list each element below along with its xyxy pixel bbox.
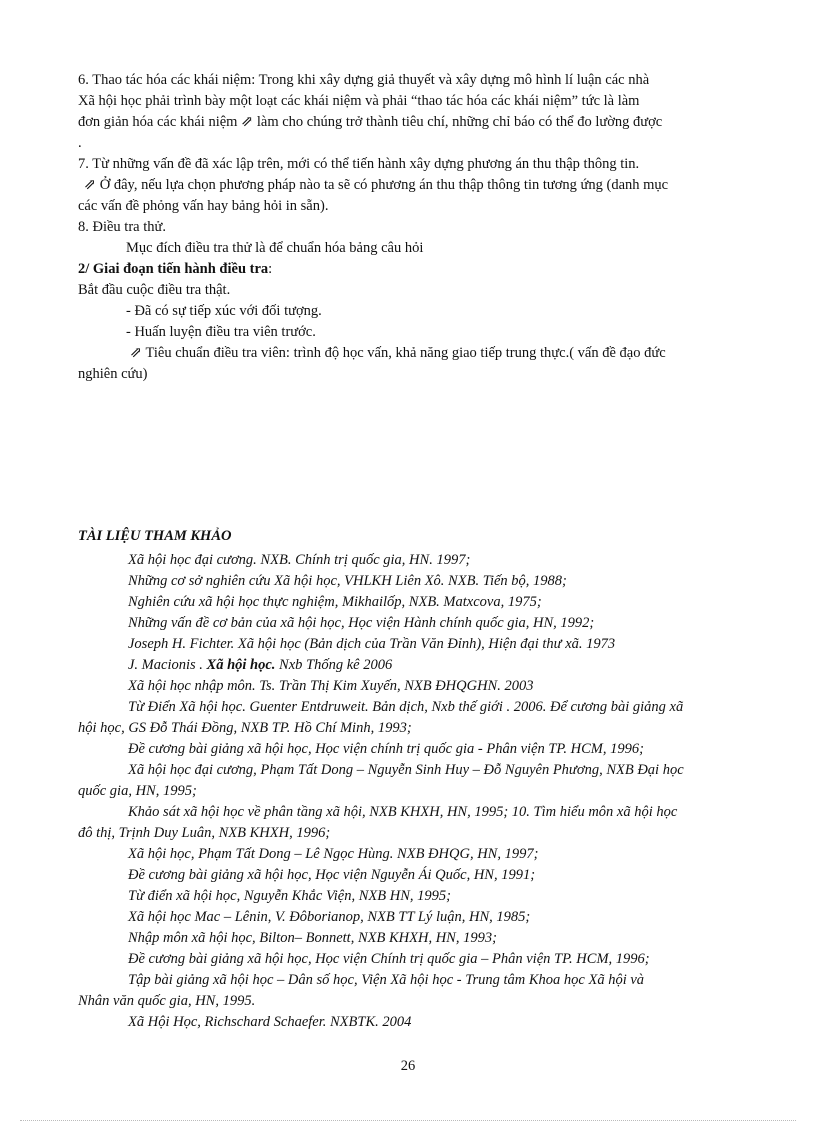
para-6-line: Xã hội học phải trình bày một loạt các khái niệm và phải “thao tác hóa các khái niệm” tức là làm [78, 93, 640, 109]
section-2-line: - Đã có sự tiếp xúc với đối tượng. [126, 303, 322, 319]
para-6-line: đơn giản hóa các khái niệm ⇗ làm cho chúng trở thành tiêu chí, những chỉ báo có thể đo lường được [78, 114, 663, 130]
para-7-line: ⇗ Ở đây, nếu lựa chọn phương pháp nào ta sẽ có phương án thu thập thông tin tương ứng (danh mục [84, 177, 669, 193]
para-8-line: Mục đích điều tra thử là để chuẩn hóa bảng câu hỏi [126, 240, 424, 256]
reference-item-continued: Nhân văn quốc gia, HN, 1995. [78, 993, 256, 1009]
section-2-heading [78, 259, 768, 280]
section-2-line: ⇗ Tiêu chuẩn điều tra viên: trình độ học vấn, khả năng giao tiếp trung thực.( vấn đề đạo đức [130, 345, 666, 361]
page-divider [20, 1120, 796, 1121]
para-6-line: . [78, 135, 82, 151]
reference-item-continued: hội học, GS Đỗ Thái Đồng, NXB TP. Hồ Chí Minh, 1993; [78, 720, 412, 736]
references-title: TÀI LIỆU THAM KHẢO [78, 528, 232, 544]
section-2-line: nghiên cứu) [78, 366, 148, 382]
reference-item: Xã hội học, Phạm Tất Dong – Lê Ngọc Hùng. NXB ĐHQG, HN, 1997; [128, 846, 539, 862]
reference-item: Khảo sát xã hội học về phân tầng xã hội, NXB KHXH, HN, 1995; 10. Tìm hiểu môn xã hội học [128, 804, 678, 820]
reference-item: Từ điển xã hội học, Nguyễn Khắc Viện, NXB HN, 1995; [128, 888, 451, 904]
reference-item: Xã Hội Học, Richschard Schaefer. NXBTK. 2004 [128, 1014, 412, 1030]
page-number: 26 [400, 1058, 416, 1074]
reference-item: Joseph H. Fichter. Xã hội học (Bản dịch của Trần Văn Đỉnh), Hiện đại thư xã. 1973 [128, 636, 616, 652]
section-2-line: - Huấn luyện điều tra viên trước. [126, 324, 316, 340]
reference-item: Xã hội học đại cương, Phạm Tất Dong – Nguyễn Sinh Huy – Đỗ Nguyên Phương, NXB Đại học [128, 762, 684, 778]
reference-item: Đề cương bài giảng xã hội học, Học viện Nguyễn Ái Quốc, HN, 1991; [128, 867, 536, 883]
reference-item: Tập bài giảng xã hội học – Dân số học, Viện Xã hội học - Trung tâm Khoa học Xã hội và [128, 972, 645, 988]
reference-item: Xã hội học Mac – Lênin, V. Đôborianop, NXB TT Lý luận, HN, 1985; [128, 909, 531, 925]
para-7-line: các vấn đề phỏng vấn hay bảng hỏi in sẵn). [78, 198, 329, 214]
reference-item: Nghiên cứu xã hội học thực nghiệm, Mikhailốp, NXB. Matxcova, 1975; [128, 594, 542, 610]
reference-item: Từ Điển Xã hội học. Guenter Entdruweit. Bản dịch, Nxb thế giới . 2006. Để cương bài giảng xã [128, 699, 684, 715]
reference-item: Nhập môn xã hội học, Bilton– Bonnett, NXB KHXH, HN, 1993; [128, 930, 497, 946]
reference-item: Những cơ sở nghiên cứu Xã hội học, VHLKH Liên Xô. NXB. Tiến bộ, 1988; [128, 573, 567, 589]
reference-item-continued: quốc gia, HN, 1995; [78, 783, 197, 799]
reference-item: Những vấn đề cơ bản của xã hội học, Học viện Hành chính quốc gia, HN, 1992; [128, 615, 595, 631]
section-2-title: 2/ Giai đoạn tiến hành điều tra [78, 261, 269, 277]
section-2-line: Bắt đầu cuộc điều tra thật. [78, 282, 231, 298]
reference-item: Đề cương bài giảng xã hội học, Học viện chính trị quốc gia - Phân viện TP. HCM, 1996; [128, 741, 644, 757]
reference-bold-title: Xã hội học. [206, 657, 276, 673]
reference-item: J. Macionis . Xã hội học. Nxb Thống kê 2006 [128, 657, 393, 673]
reference-item: Đề cương bài giảng xã hội học, Học viện Chính trị quốc gia – Phân viện TP. HCM, 1996; [128, 951, 650, 967]
reference-item-continued: đô thị, Trịnh Duy Luân, NXB KHXH, 1996; [78, 825, 331, 841]
reference-item: Xã hội học nhập môn. Ts. Trần Thị Kim Xuyến, NXB ĐHQGHN. 2003 [128, 678, 534, 694]
para-6-line: 6. Thao tác hóa các khái niệm: Trong khi xây dựng giả thuyết và xây dựng mô hình lí luận các nhà [78, 72, 650, 88]
body-text [78, 70, 768, 385]
references-list [78, 550, 778, 1033]
section-2-colon: : [268, 261, 273, 277]
para-7-line: 7. Từ những vấn đề đã xác lập trên, mới có thể tiến hành xây dựng phương án thu thập thông tin. [78, 156, 640, 172]
para-8-line: 8. Điều tra thử. [78, 219, 166, 235]
reference-item: Xã hội học đại cương. NXB. Chính trị quốc gia, HN. 1997; [128, 552, 471, 568]
